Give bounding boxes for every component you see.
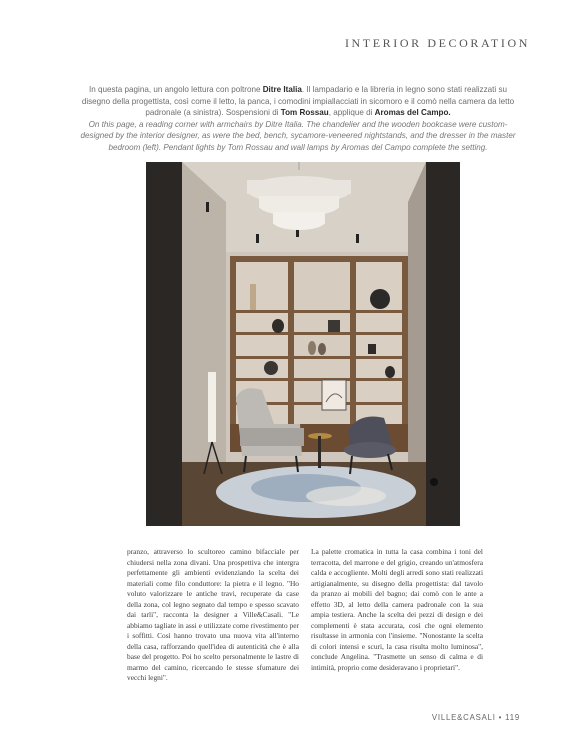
brand-aromas-del-campo: Aromas del Campo. <box>374 108 451 118</box>
brand-tom-rossau: Tom Rossau <box>280 108 329 118</box>
article-column-right <box>311 547 483 673</box>
caption-english: On this page, a reading corner with armchairs by Ditre Italia. The chandelier and the wooden bookcase were custom-designed by the interior designer, as were the bed, bench, sycamore-veneered nightstands, and the dresser in the master bedroom (left). Pendant lights by Tom Rossau and wall lamps by Aromas del Campo complete the setting. <box>80 119 516 152</box>
photo-caption <box>78 84 518 154</box>
caption-italian: In questa pagina, un angolo lettura con poltrone Ditre Italia. Il lampadario e la libreria in legno sono stati realizzati su disegno della progettista, così come il letto, la panca, i comodini impiallacciati in sicomoro e il comò nella camera da letto padronale (a sinistra). Sospensioni di Tom Rossau, applique di Aromas del Campo. <box>81 85 515 118</box>
section-header: INTERIOR DECORATION <box>344 36 530 50</box>
page-footer: VILLE&CASALI • 119 <box>431 713 520 722</box>
article-column-left <box>127 547 299 684</box>
body-text-right: La palette cromatica in tutta la casa combina i toni del terracotta, del marrone e del grigio, creando un'atmosfera calda e accogliente. Molti degli arredi sono stati realizzati artigianalmente, su disegno della progettista: dal tavolo da pranzo ai mobili del bagno; dai comò con le ante a effetto 3D, al letto della camera padronale con la sua ampia testiera. Anche la scelta dei pezzi di design e dei complementi è stata accurata, così che ogni elemento risultasse in armonia con l'insieme. "Nonostante la scelta di colori intensi e scuri, la casa risulta molto luminosa", conclude Angelina. "Trasmette un senso di calma e di intimità, proprio come desideravano i proprietari". <box>311 547 483 672</box>
brand-ditre-italia: Ditre Italia <box>262 85 302 94</box>
body-text-left: pranzo, attraverso lo scultoreo camino bifacciale per chiudersi nella zona divani. Una prospettiva che intergra perfettamente gli ambienti evidenziando la scelta dei materiali come filo conduttore: la pietra e il legno. "Ho voluto valorizzare le antiche travi, recuperate da case della zona, col legno segnato dal tempo e spesso scavato dai tarli", racconta la designer a Ville&Casali. "Le abbiamo tagliate in assi e utilizzate come rivestimento per i soffitti. Così hanno trovato una nuova vita all'interno della casa, rafforzando quell'idea di autenticità che è alla base del progetto. Poi ho scelto personalmente le lastre di marmo del camino, ricercando le stesse sfumature dei vecchi legni". <box>127 547 299 682</box>
interior-photo <box>146 162 460 526</box>
